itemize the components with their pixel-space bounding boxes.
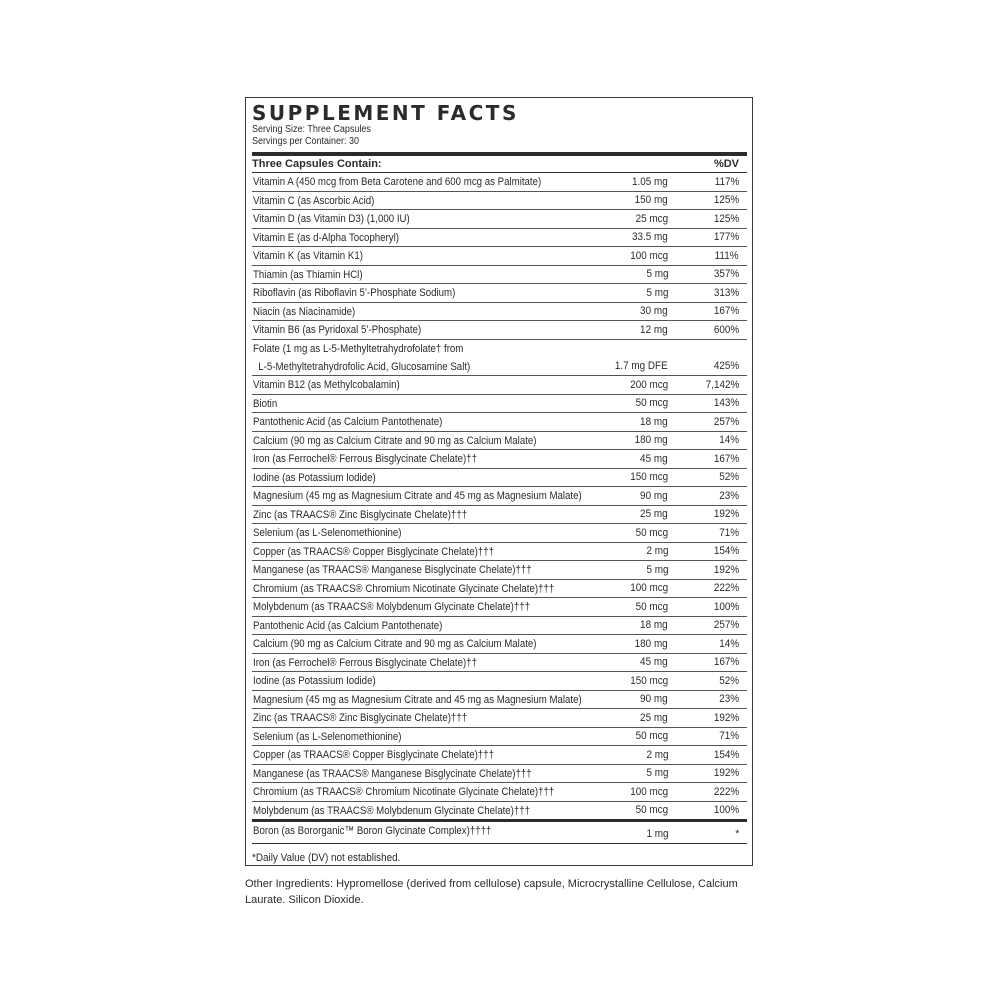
nutrient-name bbox=[253, 340, 470, 376]
nutrient-dv: 100% bbox=[713, 804, 739, 816]
nutrient-name bbox=[253, 487, 582, 505]
nutrient-name-line: Pantothenic Acid (as Calcium Pantothenate) bbox=[253, 416, 443, 428]
nutrient-amount: 100 mcg bbox=[630, 249, 668, 262]
nutrient-dv: 257% bbox=[713, 619, 739, 631]
nutrient-name bbox=[253, 432, 537, 450]
nutrient-dv: 154% bbox=[713, 748, 739, 761]
nutrient-name-line-2: L-5-Methyltetrahydrofolic Acid, Glucosamine Salt) bbox=[258, 360, 471, 373]
nutrient-name-line: Thiamin (as Thiamin HCl) bbox=[253, 268, 363, 281]
nutrient-dv: 111% bbox=[715, 249, 739, 262]
nutrient-name bbox=[253, 376, 400, 394]
nutrient-amount: 90 mg bbox=[640, 489, 668, 502]
table-row bbox=[252, 728, 747, 747]
nutrient-name-line: Magnesium (45 mg as Magnesium Citrate and 45 mg as Magnesium Malate) bbox=[253, 693, 582, 706]
nutrient-dv: 71% bbox=[719, 526, 739, 539]
nutrient-name bbox=[253, 469, 376, 487]
nutrient-name-line: Zinc (as TRAACS® Zinc Bisglycinate Chelate)††† bbox=[253, 712, 468, 724]
nutrient-dv: 167% bbox=[713, 656, 739, 668]
nutrient-amount: 2 mg bbox=[645, 748, 668, 761]
table-row bbox=[252, 321, 747, 340]
nutrient-name-line: Molybdenum (as TRAACS® Molybdenum Glycinate Chelate)††† bbox=[253, 804, 531, 817]
nutrient-amount: 12 mg bbox=[640, 323, 668, 336]
table-row bbox=[252, 635, 747, 654]
nutrient-name bbox=[253, 450, 477, 468]
table-row bbox=[252, 247, 747, 266]
table-row bbox=[252, 192, 747, 211]
table-row bbox=[252, 210, 747, 229]
nutrient-amount: 90 mg bbox=[640, 693, 668, 705]
nutrient-name-line: Molybdenum (as TRAACS® Molybdenum Glycinate Chelate)††† bbox=[253, 601, 531, 613]
table-row bbox=[252, 691, 747, 710]
nutrient-amount: 5 mg bbox=[645, 563, 668, 576]
nutrient-dv: 313% bbox=[713, 286, 739, 299]
nutrient-dv: 357% bbox=[713, 268, 739, 280]
supplement-facts-panel bbox=[245, 97, 753, 866]
nutrient-amount: 150 mcg bbox=[630, 471, 668, 483]
nutrient-dv: 154% bbox=[713, 545, 739, 557]
table-row bbox=[252, 802, 747, 823]
nutrient-name bbox=[253, 765, 532, 783]
nutrient-amount: 18 mg bbox=[640, 619, 668, 631]
nutrient-dv: 222% bbox=[713, 582, 739, 594]
nutrient-amount: 100 mcg bbox=[630, 785, 668, 798]
nutrient-name-line: Zinc (as TRAACS® Zinc Bisglycinate Chelate)††† bbox=[253, 508, 468, 521]
table-row bbox=[252, 395, 747, 414]
nutrient-amount: 180 mg bbox=[634, 434, 668, 446]
nutrient-dv: 117% bbox=[714, 175, 739, 188]
nutrient-dv: 52% bbox=[719, 471, 739, 483]
nutrient-name bbox=[253, 654, 477, 672]
nutrient-amount: 30 mg bbox=[640, 305, 668, 317]
nutrient-name-line: Iodine (as Potassium Iodide) bbox=[253, 675, 376, 687]
nutrient-name-line: Vitamin C (as Ascorbic Acid) bbox=[253, 194, 375, 207]
nutrient-dv: 192% bbox=[713, 563, 739, 576]
nutrient-name bbox=[253, 303, 355, 321]
nutrient-amount: 100 mcg bbox=[630, 582, 668, 594]
nutrient-amount: 50 mcg bbox=[635, 600, 668, 613]
table-row bbox=[252, 746, 747, 765]
nutrient-name-line: Vitamin B6 (as Pyridoxal 5’-Phosphate) bbox=[253, 324, 422, 336]
nutrient-name: Boron (as Bororganic™ Boron Glycinate Complex)†††† bbox=[253, 825, 492, 837]
nutrient-dv: 167% bbox=[713, 305, 739, 317]
nutrient-name bbox=[253, 746, 494, 764]
nutrient-name-line: Vitamin E (as d-Alpha Tocopheryl) bbox=[253, 231, 399, 244]
nutrient-amount: 25 mg bbox=[640, 711, 668, 724]
nutrient-name bbox=[253, 580, 554, 598]
nutrient-amount: 18 mg bbox=[640, 415, 668, 428]
nutrient-amount: 25 mg bbox=[640, 508, 668, 520]
nutrient-dv: 257% bbox=[713, 415, 739, 428]
nutrient-dv: 23% bbox=[719, 693, 739, 705]
panel-title: SUPPLEMENT FACTS bbox=[252, 101, 519, 125]
nutrient-name-line: Vitamin K (as Vitamin K1) bbox=[253, 250, 363, 262]
nutrient-name bbox=[253, 709, 467, 727]
nutrient-name bbox=[253, 543, 494, 561]
nutrient-name-line: Vitamin A (450 mcg from Beta Carotene and 600 mcg as Palmitate) bbox=[253, 176, 542, 188]
table-row bbox=[252, 654, 747, 673]
nutrient-dv: 14% bbox=[719, 637, 739, 650]
nutrient-dv: 52% bbox=[719, 674, 739, 687]
nutrient-name-line: Riboflavin (as Riboflavin 5’-Phosphate Sodium) bbox=[253, 287, 456, 299]
table-row bbox=[252, 469, 747, 488]
nutrient-dv: 425% bbox=[713, 360, 739, 372]
nutrient-amount: 25 mcg bbox=[635, 212, 668, 225]
nutrient-name bbox=[253, 413, 442, 431]
nutrient-name-line: Selenium (as L-Selenomethionine) bbox=[253, 527, 402, 539]
boron-row bbox=[252, 822, 747, 844]
nutrient-dv: 192% bbox=[713, 508, 739, 520]
table-row bbox=[252, 303, 747, 322]
nutrient-dv: 100% bbox=[713, 600, 739, 613]
nutrient-dv: 192% bbox=[713, 767, 739, 779]
nutrient-dv: 71% bbox=[719, 730, 739, 742]
nutrient-rows bbox=[252, 173, 747, 822]
nutrient-name-line: Niacin (as Niacinamide) bbox=[253, 305, 356, 318]
nutrient-name-line: Pantothenic Acid (as Calcium Pantothenate) bbox=[253, 619, 443, 632]
other-ingredients: Other Ingredients: Hypromellose (derived from cellulose) capsule, Microcrystalline Cellulose, Calcium Laurate. Silicon Dioxide. bbox=[245, 878, 738, 906]
nutrient-name bbox=[253, 635, 537, 653]
nutrient-amount: 1.7 mg DFE bbox=[615, 360, 668, 372]
table-row bbox=[252, 450, 747, 469]
table-row bbox=[252, 173, 747, 192]
table-row bbox=[252, 543, 747, 562]
table-row bbox=[252, 266, 747, 285]
table-header bbox=[252, 156, 747, 173]
nutrient-name-line: Iron (as Ferrochel® Ferrous Bisglycinate Chelate)†† bbox=[253, 656, 477, 669]
header-contents-label: Three Capsules Contain: bbox=[252, 158, 382, 170]
nutrient-amount: 5 mg bbox=[645, 286, 668, 299]
nutrient-amount: 150 mcg bbox=[630, 674, 668, 687]
nutrient-name-line: Iodine (as Potassium Iodide) bbox=[253, 471, 376, 484]
nutrient-name bbox=[253, 802, 530, 820]
table-row bbox=[252, 506, 747, 525]
table-row bbox=[252, 561, 747, 580]
nutrient-name-line: Biotin bbox=[253, 397, 278, 410]
servings-per-container: Servings per Container: 30 bbox=[252, 136, 360, 147]
nutrient-amount: 5 mg bbox=[645, 767, 668, 779]
nutrient-dv: 125% bbox=[713, 194, 739, 206]
nutrient-amount: 180 mg bbox=[634, 637, 668, 650]
nutrient-dv: 125% bbox=[713, 212, 739, 225]
nutrient-name-line: Manganese (as TRAACS® Manganese Bisglycinate Chelate)††† bbox=[253, 564, 532, 576]
table-row bbox=[252, 413, 747, 432]
table-row bbox=[252, 487, 747, 506]
header-dv-label: %DV bbox=[713, 158, 739, 170]
nutrient-dv: 167% bbox=[713, 452, 739, 465]
nutrient-amount: 1 mg bbox=[645, 828, 668, 840]
nutrient-amount: 50 mcg bbox=[635, 730, 668, 742]
nutrient-name bbox=[253, 321, 421, 339]
nutrient-name-line: Manganese (as TRAACS® Manganese Bisglycinate Chelate)††† bbox=[253, 767, 532, 780]
nutrient-amount: 50 mcg bbox=[635, 804, 668, 816]
serving-size: Serving Size: Three Capsules bbox=[252, 124, 371, 135]
nutrient-name bbox=[253, 247, 363, 265]
nutrient-name bbox=[253, 783, 554, 801]
nutrient-amount: 45 mg bbox=[640, 452, 668, 465]
nutrient-amount: 50 mcg bbox=[635, 397, 668, 409]
table-row bbox=[252, 284, 747, 303]
table-row bbox=[252, 709, 747, 728]
nutrient-name-line: Selenium (as L-Selenomethionine) bbox=[253, 730, 402, 743]
table-row bbox=[252, 432, 747, 451]
nutrient-amount: 50 mcg bbox=[635, 526, 668, 539]
nutrient-name bbox=[253, 728, 402, 746]
nutrient-name bbox=[253, 173, 541, 191]
nutrient-amount: 200 mcg bbox=[630, 378, 668, 391]
nutrient-dv: 23% bbox=[719, 489, 739, 502]
nutrient-name-line: Chromium (as TRAACS® Chromium Nicotinate Glycinate Chelate)††† bbox=[253, 582, 555, 595]
nutrient-name bbox=[253, 395, 277, 413]
nutrient-name bbox=[253, 524, 402, 542]
nutrient-dv: 192% bbox=[713, 711, 739, 724]
nutrient-dv: 222% bbox=[713, 785, 739, 798]
nutrient-name bbox=[253, 229, 399, 247]
nutrient-dv: 177% bbox=[713, 231, 739, 243]
nutrient-amount: 150 mg bbox=[634, 194, 668, 206]
nutrient-name bbox=[253, 598, 530, 616]
nutrient-name-line: Copper (as TRAACS® Copper Bisglycinate Chelate)††† bbox=[253, 545, 495, 558]
nutrient-amount: 5 mg bbox=[645, 268, 668, 280]
footnote: *Daily Value (DV) not established. bbox=[252, 852, 401, 864]
nutrient-amount: 1.05 mg bbox=[632, 175, 668, 188]
nutrient-name bbox=[253, 284, 455, 302]
nutrient-name-line: Vitamin B12 (as Methylcobalamin) bbox=[253, 379, 400, 391]
nutrient-name-line: Iron (as Ferrochel® Ferrous Bisglycinate Chelate)†† bbox=[253, 453, 477, 465]
nutrient-dv: * bbox=[735, 828, 739, 840]
nutrient-name-line: Vitamin D (as Vitamin D3) (1,000 IU) bbox=[253, 213, 410, 225]
nutrient-name-line: Calcium (90 mg as Calcium Citrate and 90 mg as Calcium Malate) bbox=[253, 638, 537, 650]
nutrient-dv: 600% bbox=[713, 323, 739, 336]
nutrient-name-line: Copper (as TRAACS® Copper Bisglycinate Chelate)††† bbox=[253, 749, 495, 761]
table-row bbox=[252, 376, 747, 395]
nutrient-name bbox=[253, 192, 374, 210]
table-row bbox=[252, 672, 747, 691]
nutrient-name bbox=[253, 561, 532, 579]
nutrient-name bbox=[253, 672, 376, 690]
nutrient-name bbox=[253, 210, 410, 228]
nutrient-dv: 143% bbox=[713, 397, 739, 409]
nutrient-name-line: Folate (1 mg as L-5-Methyltetrahydrofolate† from bbox=[253, 342, 464, 355]
table-row bbox=[252, 229, 747, 248]
table-row bbox=[252, 524, 747, 543]
nutrient-name-line: Chromium (as TRAACS® Chromium Nicotinate Glycinate Chelate)††† bbox=[253, 786, 555, 798]
table-row bbox=[252, 617, 747, 636]
table-row bbox=[252, 580, 747, 599]
nutrient-amount: 33.5 mg bbox=[632, 231, 668, 243]
table-row bbox=[252, 765, 747, 784]
nutrient-name-line: Magnesium (45 mg as Magnesium Citrate and 45 mg as Magnesium Malate) bbox=[253, 490, 582, 502]
nutrient-name bbox=[253, 617, 442, 635]
nutrient-name-line: Calcium (90 mg as Calcium Citrate and 90 mg as Calcium Malate) bbox=[253, 434, 537, 447]
nutrient-name bbox=[253, 691, 582, 709]
nutrient-dv: 7,142% bbox=[705, 378, 739, 391]
table-row bbox=[252, 340, 747, 377]
nutrient-amount: 2 mg bbox=[645, 545, 668, 557]
nutrient-amount: 45 mg bbox=[640, 656, 668, 668]
nutrient-name bbox=[253, 266, 363, 284]
nutrient-name bbox=[253, 506, 467, 524]
nutrient-dv: 14% bbox=[719, 434, 739, 446]
table-row bbox=[252, 598, 747, 617]
table-row bbox=[252, 783, 747, 802]
